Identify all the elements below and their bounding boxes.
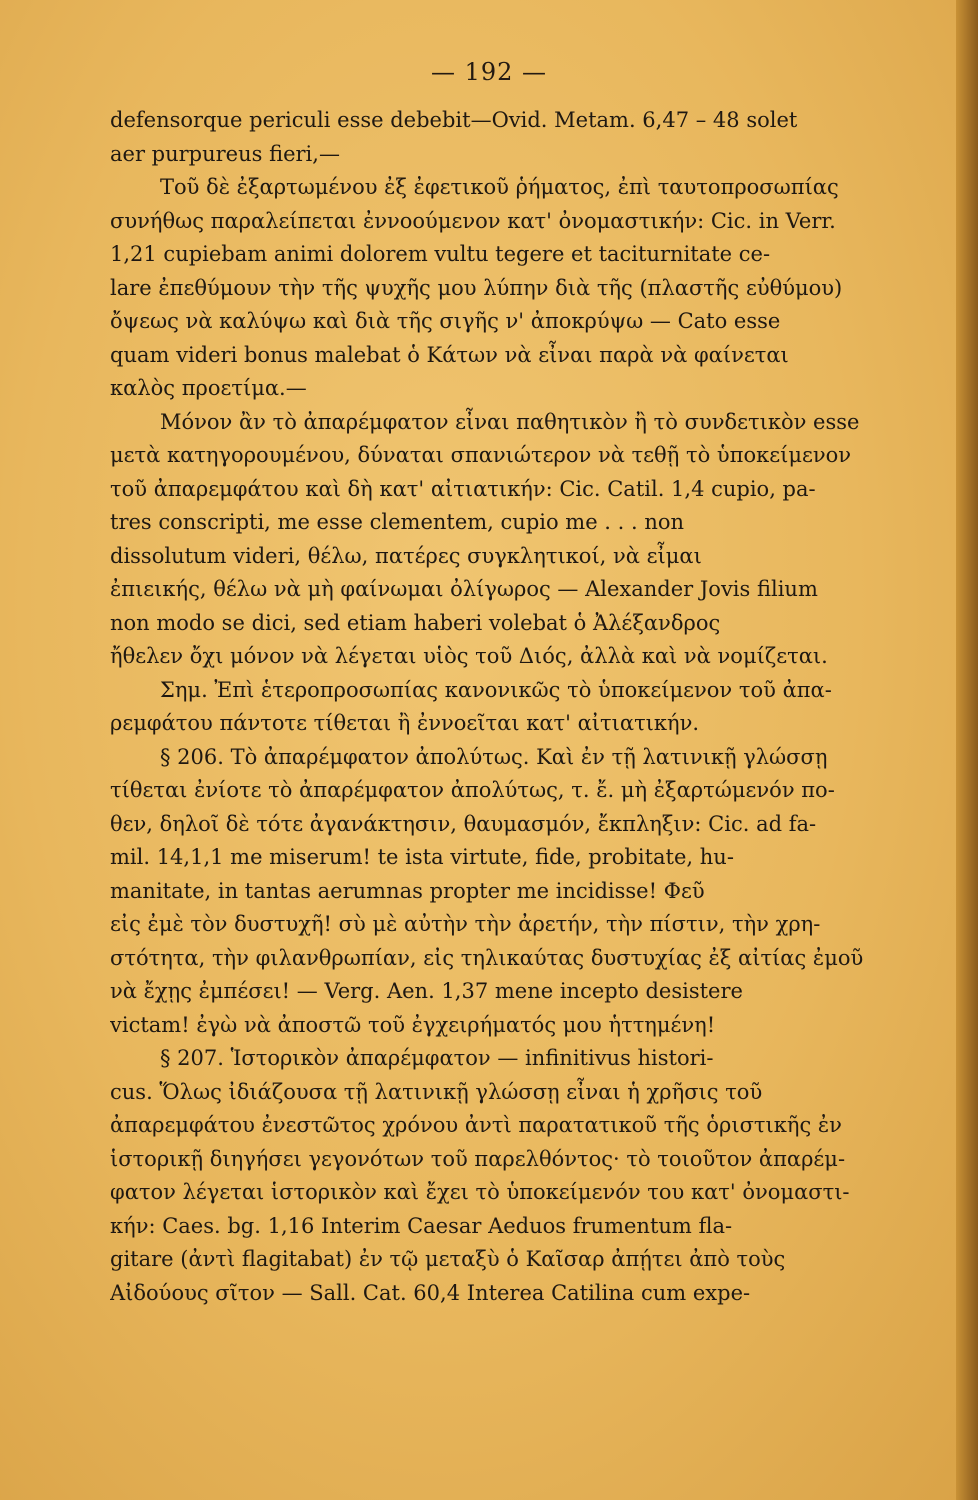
- text-line: ἐπιεικής, θέλω νὰ μὴ φαίνωμαι ὀλίγωρος — Alexander Jovis filium: [110, 577, 818, 601]
- text-line: lare ἐπεθύμουν τὴν τῆς ψυχῆς μου λύπην διὰ τῆς (πλαστῆς εὐθύμου): [110, 275, 843, 300]
- text-line: Τοῦ δὲ ἐξαρτωμένου ἐξ ἐφετικοῦ ῥήματος, ἐπὶ ταυτοπροσωπίας: [160, 175, 839, 199]
- text-line: defensorque periculi esse debebit—Ovid. Metam. 6,47 – 48 solet: [110, 108, 798, 132]
- text-line: ἱστορικῇ διηγήσει γεγονότων τοῦ παρελθόντος· τὸ τοιοῦτον ἀπαρέμ-: [110, 1146, 846, 1171]
- text-line: quam videri bonus malebat ὁ Κάτων νὰ εἶναι παρὰ νὰ φαίνεται: [110, 342, 789, 367]
- text-line: φατον λέγεται ἱστορικὸν καὶ ἔχει τὸ ὑποκείμενόν του κατ' ὀνομαστι-: [110, 1180, 850, 1204]
- text-line: manitate, in tantas aerumnas propter me incidisse! Φεῦ: [110, 878, 705, 903]
- text-line: θεν, δηλοῖ δὲ τότε ἀγανάκτησιν, θαυμασμόν, ἔκπληξιν: Cic. ad fa-: [110, 811, 817, 836]
- page-body-text: [110, 104, 950, 1310]
- text-line: τοῦ ἀπαρεμφάτου καὶ δὴ κατ' αἰτιατικήν: Cic. Catil. 1,4 cupio, pa-: [110, 476, 816, 501]
- text-line: 1,21 cupiebam animi dolorem vultu tegere et taciturnitate ce-: [110, 242, 771, 266]
- text-line: καλὸς προετίμα.—: [110, 376, 307, 400]
- text-line: κήν: Caes. bg. 1,16 Interim Caesar Aeduos frumentum fla-: [110, 1213, 733, 1238]
- text-line: ρεμφάτου πάντοτε τίθεται ἢ ἐννοεῖται κατ' αἰτιατικήν.: [110, 711, 700, 735]
- text-line: ἀπαρεμφάτου ἐνεστῶτος χρόνου ἀντὶ παρατατικοῦ τῆς ὁριστικῆς ἐν: [110, 1113, 842, 1137]
- text-line: ὄψεως νὰ καλύψω καὶ διὰ τῆς σιγῆς ν' ἀποκρύψω — Cato esse: [110, 309, 781, 333]
- page-number: — 192 —: [430, 58, 548, 86]
- text-line: § 206. Τὸ ἀπαρέμφατον ἀπολύτως. Καὶ ἐν τῇ λατινικῇ γλώσσῃ: [160, 744, 828, 769]
- text-line: tres conscripti, me esse clementem, cupio me . . . non: [110, 510, 685, 534]
- text-line: dissolutum videri, θέλω, πατέρες συγκλητικοί, νὰ εἶμαι: [110, 543, 702, 568]
- text-line: νὰ ἔχῃς ἐμπέσει! — Verg. Aen. 1,37 mene incepto desistere: [110, 979, 743, 1003]
- text-line: στότητα, τὴν φιλανθρωπίαν, εἰς τηλικαύτας δυστυχίας ἐξ αἰτίας ἐμοῦ: [110, 945, 864, 970]
- text-line: ἤθελεν ὄχι μόνον νὰ λέγεται υἱὸς τοῦ Διός, ἀλλὰ καὶ νὰ νομίζεται.: [110, 644, 828, 668]
- text-line: victam! ἐγὼ νὰ ἀποστῶ τοῦ ἐγχειρήματός μου ἡττημένη!: [110, 1012, 716, 1037]
- text-line: συνήθως παραλείπεται ἐννοούμενον κατ' ὀνομαστικήν: Cic. in Verr.: [110, 208, 836, 233]
- text-line: εἰς ἐμὲ τὸν δυστυχῆ! σὺ μὲ αὐτὴν τὴν ἀρετήν, τὴν πίστιν, τὴν χρη-: [110, 912, 821, 936]
- text-line: cus. Ὅλως ἰδιάζουσα τῇ λατινικῇ γλώσσῃ εἶναι ἡ χρῆσις τοῦ: [110, 1079, 763, 1104]
- text-line: non modo se dici, sed etiam haberi volebat ὁ Ἀλέξανδρος: [110, 610, 721, 635]
- text-line: μετὰ κατηγορουμένου, δύναται σπανιώτερον νὰ τεθῇ τὸ ὑποκείμενον: [110, 443, 852, 467]
- text-line: gitare (ἀντὶ flagitabat) ἐν τῷ μεταξὺ ὁ Καῖσαρ ἀπῄτει ἀπὸ τοὺς: [110, 1247, 786, 1271]
- text-line: Σημ. Ἐπὶ ἑτεροπροσωπίας κανονικῶς τὸ ὑποκείμενον τοῦ ἀπα-: [160, 677, 832, 702]
- text-line: § 207. Ἱστορικὸν ἀπαρέμφατον — infinitivus histori-: [160, 1046, 714, 1070]
- text-line: Αἰδούους σῖτον — Sall. Cat. 60,4 Interea Catilina cum expe-: [110, 1280, 751, 1305]
- text-line: mil. 14,1,1 me miserum! te ista virtute, fide, probitate, hu-: [110, 845, 734, 869]
- text-line: aer purpureus fieri,—: [110, 141, 340, 166]
- text-line: τίθεται ἐνίοτε τὸ ἀπαρέμφατον ἀπολύτως, τ. ἔ. μὴ ἐξαρτώμενόν πο-: [110, 778, 835, 802]
- page-spine-edge: [956, 0, 978, 1500]
- text-line: Μόνον ἂν τὸ ἀπαρέμφατον εἶναι παθητικὸν ἢ τὸ συνδετικὸν esse: [160, 409, 860, 434]
